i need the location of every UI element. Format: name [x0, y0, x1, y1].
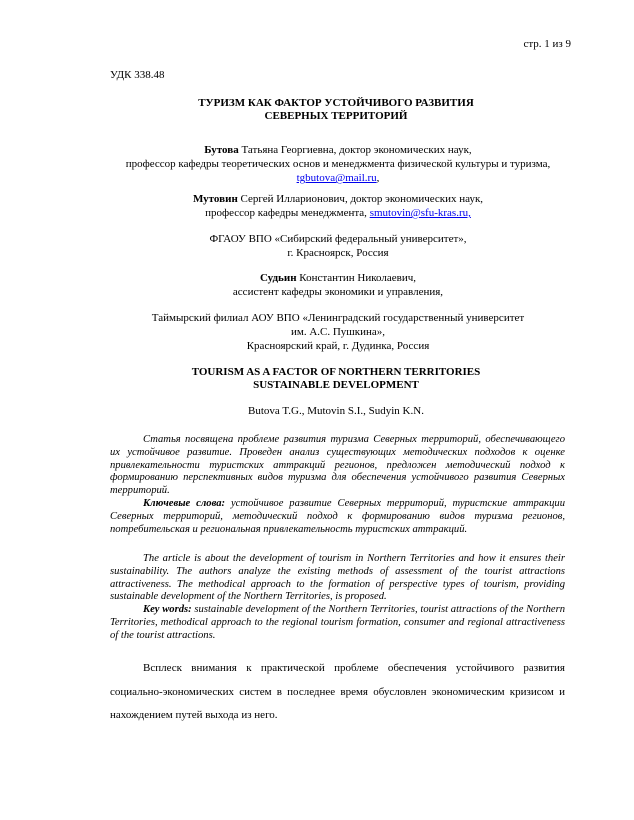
keywords-ru: [110, 498, 565, 536]
affiliation-line: им. А.С. Пушкина»,: [290, 326, 386, 338]
keywords-en: [110, 604, 565, 642]
author-surname: Бутова: [204, 144, 239, 156]
affiliation-line: ФГАОУ ВПО «Сибирский федеральный университет»,: [209, 233, 467, 245]
english-title-line-1: TOURISM AS A FACTOR OF NORTHERN TERRITORIES: [191, 366, 481, 378]
author-details: Сергей Илларионович, доктор экономических наук,: [237, 193, 484, 205]
author-details: Константин Николаевич,: [296, 272, 416, 284]
affiliation-line: Красноярский край, г. Дудинка, Россия: [246, 340, 430, 352]
english-authors: Butova T.G., Mutovin S.I., Sudyin K.N.: [248, 405, 424, 417]
author-surname: Судьин: [260, 272, 297, 284]
english-title: [110, 366, 562, 392]
abstract-en-text: The article is about the development of tourism in Northern Territories and how it ensures their sustainability. The authors analyze the existing methods of assessment of the tourist attractions attractiveness. The methodical approach to the formation of perspective types of tourism, providing sustainable development of the Northern Territories, is proposed.: [110, 553, 565, 603]
udk-code: УДК 338.48: [110, 69, 165, 81]
abstract-russian: [110, 434, 565, 536]
keywords-en-label: Key words:: [143, 604, 192, 616]
page-number: стр. 1 из 9: [523, 38, 571, 50]
body-text: [110, 657, 565, 728]
author-email-link[interactable]: tgbutova@mail.ru: [296, 172, 377, 184]
author-block-3: [100, 271, 576, 299]
english-title-line-2: SUSTAINABLE DEVELOPMENT: [253, 379, 419, 391]
article-title: [110, 97, 562, 123]
author-block-1: [100, 143, 576, 185]
author-email-link[interactable]: smutovin@sfu-kras.ru,: [369, 207, 471, 219]
author-details: Татьяна Георгиевна, доктор экономических наук,: [238, 144, 472, 156]
title-line-2: СЕВЕРНЫХ ТЕРРИТОРИЙ: [264, 110, 408, 122]
affiliation-block-1: [100, 232, 576, 260]
affiliation-block-2: [100, 311, 576, 353]
author-position: ассистент кафедры экономики и управления,: [232, 286, 444, 298]
keywords-en-text: sustainable development of the Northern Territories, tourist attractions of the Northern Territories, methodical approach to the regional tourism formation, consumer and regional attractiveness of the tourist attractions.: [110, 604, 565, 641]
affiliation-line: г. Красноярск, Россия: [287, 247, 389, 259]
body-paragraph: Всплеск внимания к практической проблеме обеспечения устойчивого развития социально-экономических систем в последнее время обусловлен экономическим кризисом и нахождением путей выхода из него.: [110, 662, 565, 721]
author-surname: Мутовин: [192, 193, 238, 205]
author-position: профессор кафедры теоретических основ и менеджмента физической культуры и туризма,: [125, 158, 551, 170]
abstract-ru-text: Статья посвящена проблеме развития туризма Северных территорий, обеспечивающего их устойчивое развитие. Проведен анализ существующих методических подходов к оценке привлекательности туристских аттракций регионов, предложен методический подход к формированию перспективных видов туризма для обеспечения устойчивого развития Северных территорий.: [110, 434, 565, 497]
title-line-1: ТУРИЗМ КАК ФАКТОР УСТОЙЧИВОГО РАЗВИТИЯ: [198, 97, 474, 109]
email-suffix: ,: [376, 172, 380, 184]
keywords-ru-label: Ключевые слова:: [143, 497, 226, 509]
abstract-english: [110, 553, 565, 643]
keywords-ru-text: устойчивое развитие Северных территорий, туристские аттракции Северных территорий, методический подход к формированию видов туризма регионов, потребительская и региональная привлекательность туристских аттракций.: [110, 497, 565, 535]
affiliation-line: Таймырский филиал АОУ ВПО «Ленинградский государственный университет: [151, 312, 525, 324]
author-position: профессор кафедры менеджмента,: [205, 207, 370, 219]
author-block-2: [100, 192, 576, 220]
